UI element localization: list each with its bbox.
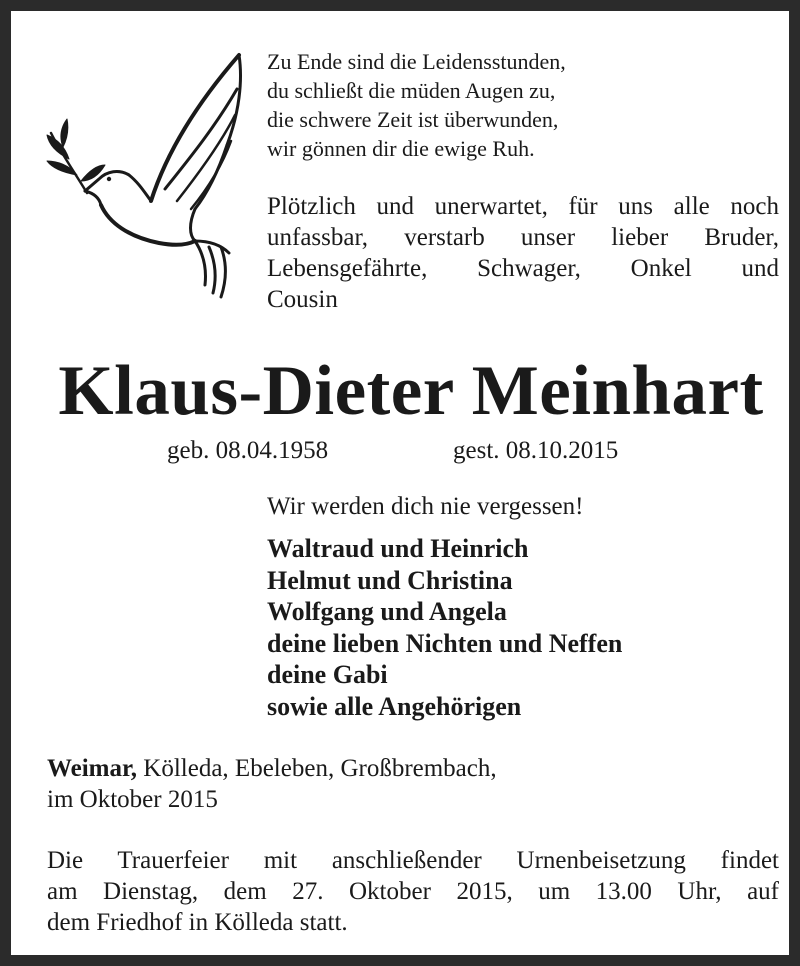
service-line: am Dienstag, dem 27. Oktober 2015, um 13.00 Uhr, auf xyxy=(47,878,779,905)
mourner: deine lieben Nichten und Neffen xyxy=(267,628,623,658)
death-date: gest. 08.10.2015 xyxy=(453,437,619,464)
poem xyxy=(267,47,787,163)
intro-text xyxy=(267,191,779,315)
place-bold: Weimar, xyxy=(47,755,138,782)
mourner: Helmut und Christina xyxy=(267,565,513,595)
dove-icon xyxy=(39,41,264,306)
poem-line: die schwere Zeit ist überwunden, xyxy=(267,107,559,132)
birth-date: geb. 08.04.1958 xyxy=(167,437,329,464)
intro-line: Plötzlich und unerwartet, für uns alle noch xyxy=(267,193,779,220)
funeral-service-info xyxy=(47,845,779,938)
deceased-name: Klaus-Dieter Meinhart xyxy=(58,352,764,430)
mourner: deine Gabi xyxy=(267,660,388,689)
service-line: Die Trauerfeier mit anschließender Urnenbeisetzung findet xyxy=(47,847,779,874)
mourner: Waltraud und Heinrich xyxy=(267,534,529,563)
mourner: sowie alle Angehörigen xyxy=(267,691,522,721)
mourner: Wolfgang und Angela xyxy=(267,597,507,626)
remembrance-line: Wir werden dich nie vergessen! xyxy=(267,493,584,520)
poem-line: du schließt die müden Augen zu, xyxy=(267,78,556,103)
poem-line: Zu Ende sind die Leidensstunden, xyxy=(267,49,566,74)
intro-line: unfassbar, verstarb unser lieber Bruder, xyxy=(267,224,779,251)
service-line: dem Friedhof in Kölleda statt. xyxy=(47,909,348,936)
place-rest: Kölleda, Ebeleben, Großbrembach, xyxy=(137,755,497,782)
poem-line: wir gönnen dir die ewige Ruh. xyxy=(267,136,535,161)
intro-line: Lebensgefährte, Schwager, Onkel und xyxy=(267,255,779,282)
intro-line: Cousin xyxy=(267,286,338,313)
mourners-list xyxy=(267,533,622,722)
place-and-date xyxy=(47,753,787,815)
notice-date: im Oktober 2015 xyxy=(47,786,218,813)
